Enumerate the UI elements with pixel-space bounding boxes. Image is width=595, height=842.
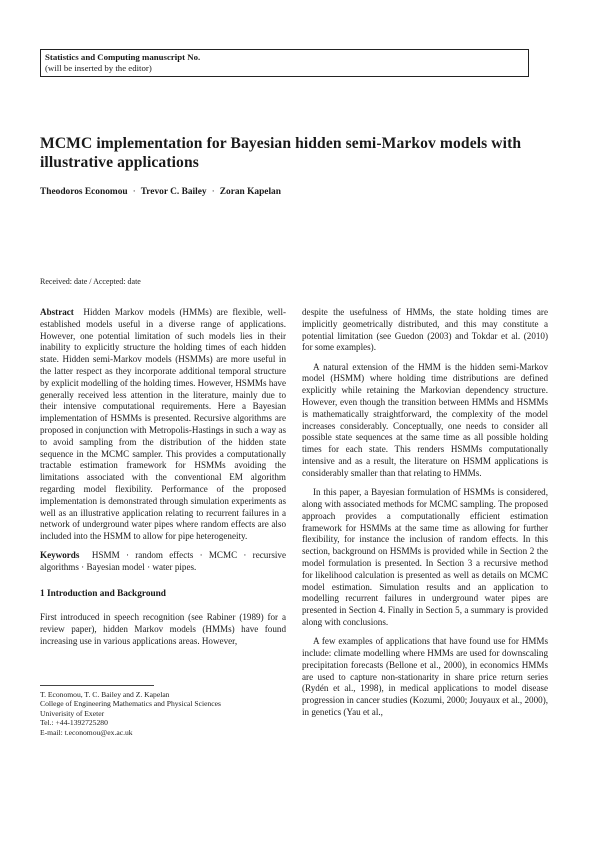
author-separator: · bbox=[211, 187, 215, 197]
abstract bbox=[40, 307, 286, 543]
section-heading: 1 Introduction and Background bbox=[40, 588, 166, 599]
paper-title: MCMC implementation for Bayesian hidden semi-Markov models with illustrative applications bbox=[40, 135, 522, 171]
journal-line: Statistics and Computing manuscript No. bbox=[45, 52, 201, 62]
footnote-tel: Tel.: +44-1392725280 bbox=[40, 718, 108, 728]
author-name: Zoran Kapelan bbox=[219, 187, 281, 197]
footnote-college: College of Engineering Mathematics and Physical Sciences bbox=[40, 699, 221, 709]
author-name: Theodoros Economou bbox=[40, 187, 128, 197]
footnote-rule bbox=[40, 685, 154, 686]
abstract-label: Abstract bbox=[40, 307, 74, 317]
right-column bbox=[302, 307, 548, 719]
body-paragraph: despite the usefulness of HMMs, the state holding times are implicitly geometrically distributed, and this may constitute a potential limitation (see Guedon (2003) and Tokdar et al. (2010) for some examples). bbox=[302, 307, 548, 353]
keywords-text: HSMM · random effects · MCMC · recursive algorithms · Bayesian model · water pipes. bbox=[40, 549, 286, 572]
left-column bbox=[40, 307, 286, 648]
abstract-text: Hidden Markov models (HMMs) are flexible, well-established models useful in a diverse range of applications. However, one potential limitation of such models lies in their inability to explicitly structure the holding times of each hidden state. Hidden semi-Markov models (HSMMs) are more useful in the latter respect as they incorporate additional temporal structure by explicit modelling of the holding times. However, HSMMs have generally received less attention in the literature, mainly due to their intensive computational requirements. Here a Bayesian implementation of HSMMs is presented. Recursive algorithms are proposed in conjunction with Metropolis-Hastings in such a way as to avoid sampling from the distribution of the hidden state sequence in the MCMC sampler. This provides a computationally tractable estimation framework for HSMMs avoiding the limitations associated with the conventional EM algorithm regarding model flexibility. Performance of the proposed implementation is demonstrated through simulation experiments as well as an illustrative application relating to recurrent failures in a network of underground water pipes where random effects are also included into the HSMM to allow for pipe heterogeneity. bbox=[40, 307, 287, 542]
body-paragraph: In this paper, a Bayesian formulation of HSMMs is considered, along with associated methods for MCMC sampling. The proposed approach provides a computationally efficient estimation framework for HSMMs at the same time as allowing for further flexibility, for instance the inclusion of random effects. In this section, background on HSMMs is provided while in Section 2 the model formulation is presented. In Section 3 a recursive method for likelihood calculation is presented as well as details on MCMC model estimation. Simulation results and an application to modelling recurrent failures in underground water pipes are presented in Section 4. Finally in Section 5, a summary is provided along with conclusions. bbox=[302, 487, 548, 627]
manuscript-info-box bbox=[40, 49, 529, 77]
footnote-authors: T. Economou, T. C. Bailey and Z. Kapelan bbox=[40, 690, 170, 699]
author-footnote bbox=[40, 690, 221, 737]
author-list bbox=[40, 186, 540, 198]
body-paragraph: A natural extension of the HMM is the hidden semi-Markov model (HSMM) where holding time distributions are defined explicitly while retaining the Markovian dependency structure. However, even though the transition between HMMs and HSMMs is mathematically straightforward, the complexity of the model increases considerably. Conceptually, one needs to consider all possible state sequences at the same time as all possible holding times for each state. This renders HSMMs computationally intensive and as a result, the literature on HSMM applications is considerably smaller than that relating to HMMs. bbox=[302, 361, 548, 478]
footnote-email: E-mail: t.economou@ex.ac.uk bbox=[40, 727, 133, 737]
footnote-university: Univerisity of Exeter bbox=[40, 708, 105, 718]
intro-paragraph: First introduced in speech recognition (see Rabiner (1989) for a review paper), hidden Markov models (HMMs) have found increasing use in various applications areas. However, bbox=[40, 612, 286, 646]
author-name: Trevor C. Bailey bbox=[140, 187, 207, 197]
author-separator: · bbox=[132, 187, 136, 197]
body-paragraph: A few examples of applications that have found use for HMMs include: climate modelling where HMMs are used for downscaling precipitation forecasts (Bellone et al., 2000), in economics HMMs are used to capture non-stationarity in share price return series (Rydén et al., 1998), in medical applications to model disease progression in cancer studies (Kozumi, 2000; Jouyaux et al., 2000), in genetics (Yau et al., bbox=[302, 636, 548, 717]
keywords bbox=[40, 550, 286, 574]
editor-note: (will be inserted by the editor) bbox=[45, 63, 152, 73]
received-dates: Received: date / Accepted: date bbox=[40, 277, 141, 286]
keywords-label: Keywords bbox=[40, 549, 80, 560]
